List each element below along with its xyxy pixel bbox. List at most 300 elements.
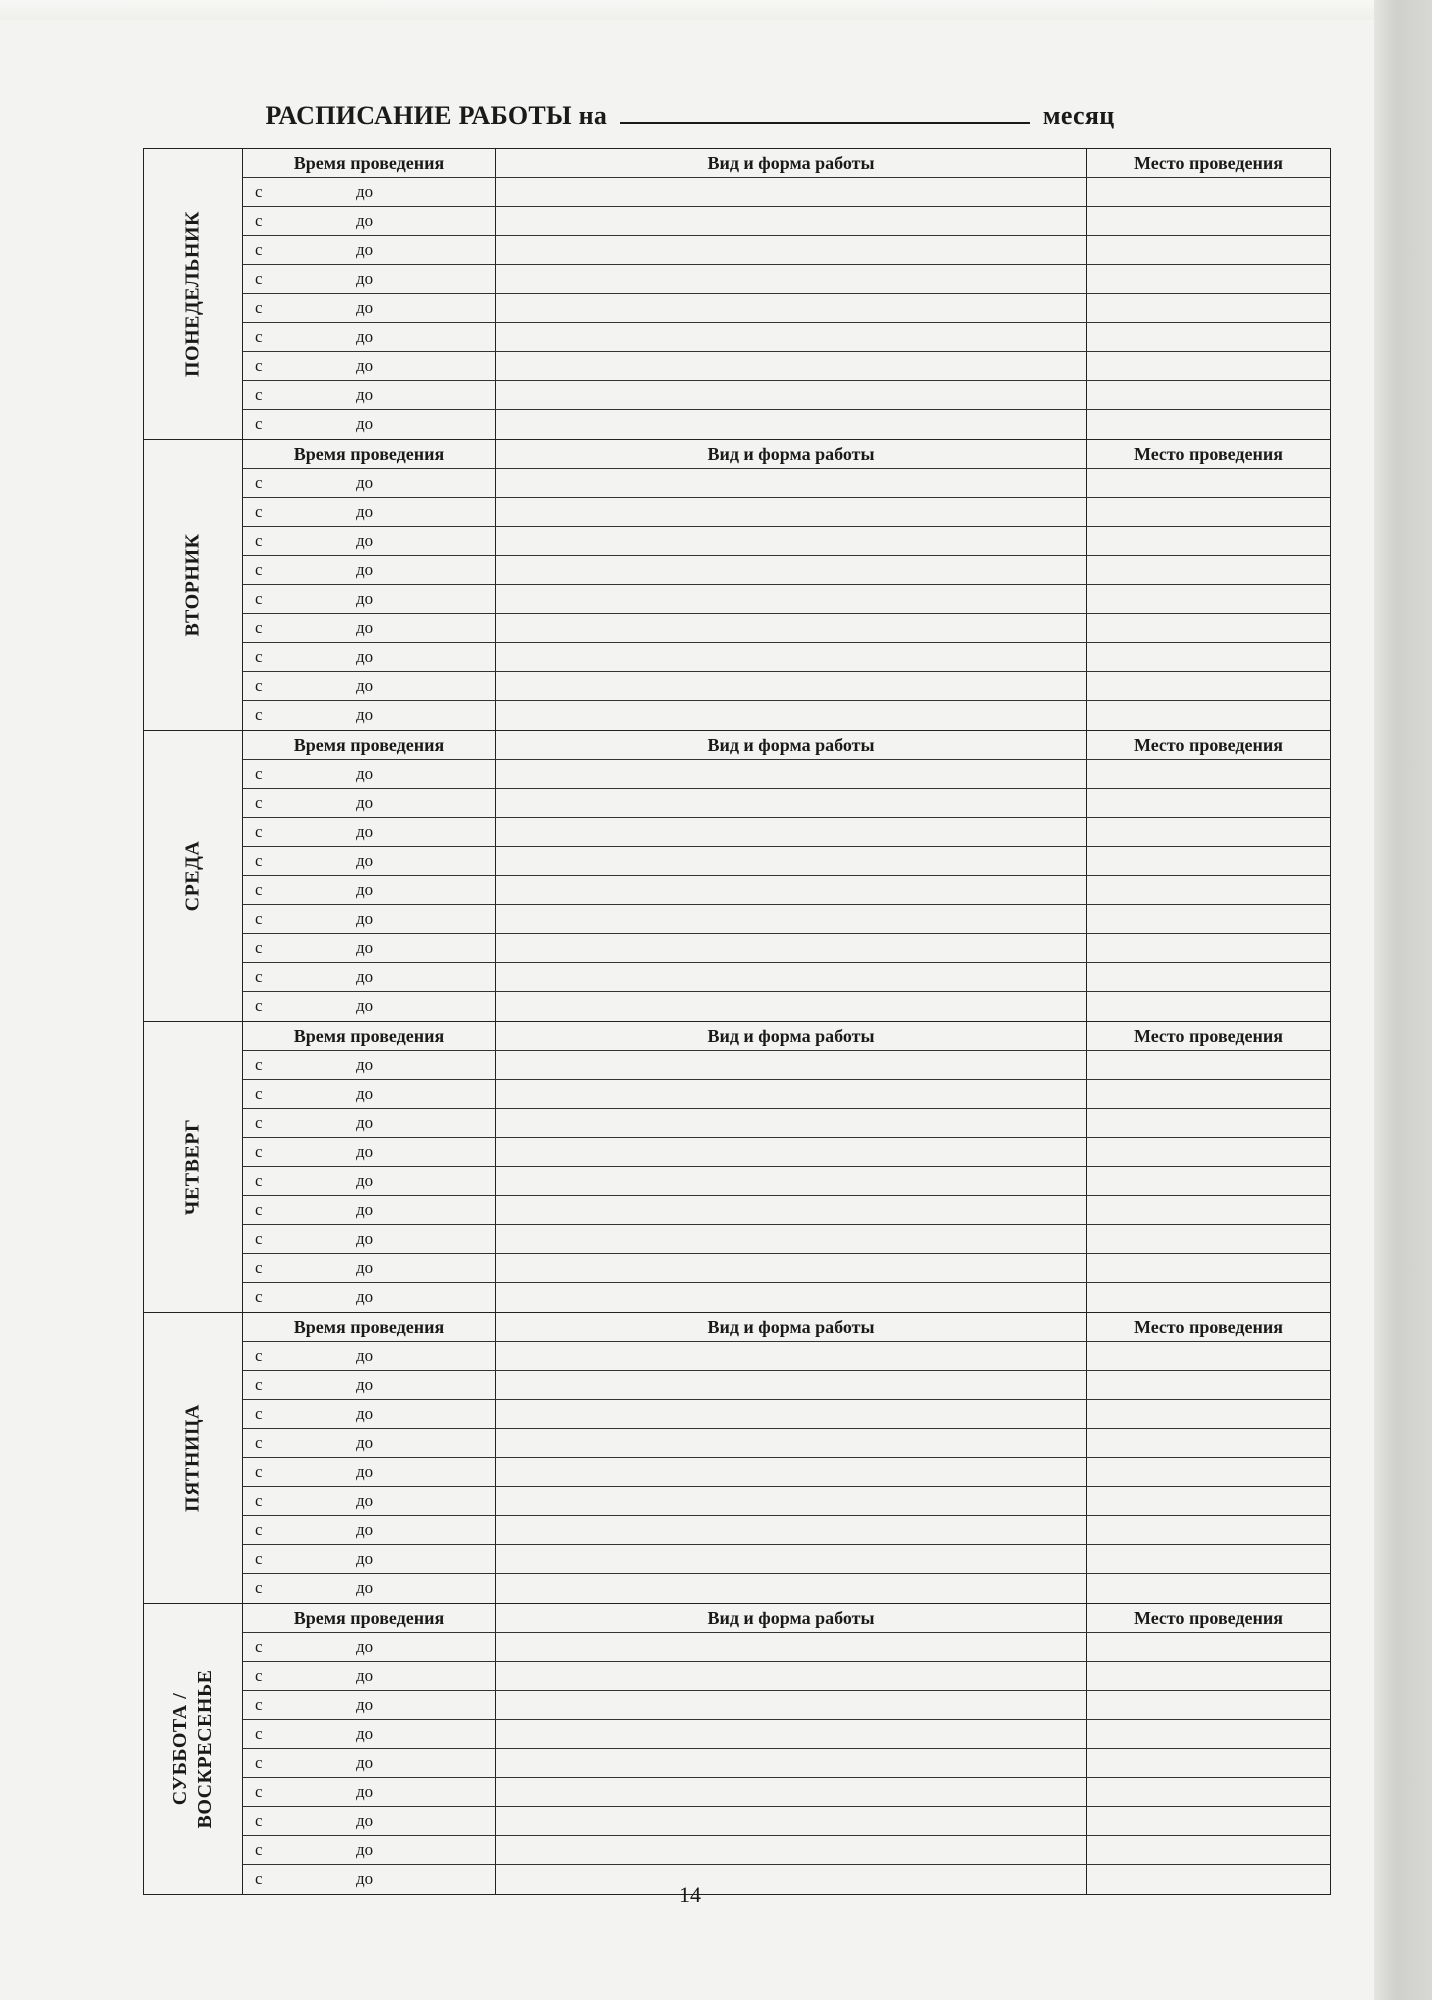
place-cell[interactable] xyxy=(1087,614,1330,642)
kind-cell[interactable] xyxy=(496,963,1087,991)
time-cell[interactable] xyxy=(243,1778,496,1806)
place-cell[interactable] xyxy=(1087,818,1330,846)
table-row xyxy=(243,789,1330,818)
place-cell[interactable] xyxy=(1087,1516,1330,1544)
place-cell[interactable] xyxy=(1087,1807,1330,1835)
from-label: с xyxy=(255,851,263,870)
place-cell[interactable] xyxy=(1087,1574,1330,1603)
to-label: до xyxy=(356,1520,374,1539)
kind-cell[interactable] xyxy=(496,294,1087,322)
time-cell[interactable] xyxy=(243,556,496,584)
from-label: с xyxy=(255,1229,263,1248)
to-label: до xyxy=(356,560,374,579)
table-row xyxy=(243,905,1330,934)
place-cell[interactable] xyxy=(1087,1458,1330,1486)
day-grid xyxy=(243,731,1330,1021)
time-cell[interactable] xyxy=(243,1080,496,1108)
kind-cell[interactable] xyxy=(496,847,1087,875)
kind-cell[interactable] xyxy=(496,818,1087,846)
header-kind: Вид и форма работы xyxy=(496,149,1087,177)
from-label: с xyxy=(255,502,263,521)
time-cell[interactable] xyxy=(243,760,496,788)
time-cell[interactable] xyxy=(243,1283,496,1312)
from-label: с xyxy=(255,1346,263,1365)
from-label: с xyxy=(255,1520,263,1539)
time-cell[interactable] xyxy=(243,1662,496,1690)
day-name: ПЯТНИЦА xyxy=(181,1404,204,1512)
from-label: с xyxy=(255,589,263,608)
time-cell[interactable] xyxy=(243,1545,496,1573)
table-row xyxy=(243,381,1330,410)
time-cell[interactable] xyxy=(243,1051,496,1079)
place-cell[interactable] xyxy=(1087,992,1330,1021)
time-cell[interactable] xyxy=(243,1342,496,1370)
time-cell[interactable] xyxy=(243,236,496,264)
kind-cell[interactable] xyxy=(496,1429,1087,1457)
kind-cell[interactable] xyxy=(496,1371,1087,1399)
day-label-cell xyxy=(144,731,243,1021)
kind-cell[interactable] xyxy=(496,410,1087,439)
table-row xyxy=(243,1283,1330,1312)
kind-cell[interactable] xyxy=(496,236,1087,264)
place-cell[interactable] xyxy=(1087,236,1330,264)
kind-cell[interactable] xyxy=(496,527,1087,555)
table-row xyxy=(243,760,1330,789)
to-label: до xyxy=(356,211,374,230)
kind-cell[interactable] xyxy=(496,1749,1087,1777)
kind-cell[interactable] xyxy=(496,585,1087,613)
header-place: Место проведения xyxy=(1133,1317,1284,1337)
header-place: Место проведения xyxy=(1133,1608,1284,1628)
table-row xyxy=(243,1138,1330,1167)
place-cell[interactable] xyxy=(1087,1051,1330,1079)
header-row xyxy=(243,1313,1330,1342)
table-row xyxy=(243,556,1330,585)
table-row xyxy=(243,1720,1330,1749)
place-cell[interactable] xyxy=(1087,1196,1330,1224)
from-label: с xyxy=(255,1142,263,1161)
header-row xyxy=(243,731,1330,760)
kind-cell[interactable] xyxy=(496,1080,1087,1108)
time-cell[interactable] xyxy=(243,265,496,293)
place-cell[interactable] xyxy=(1087,905,1330,933)
from-label: с xyxy=(255,1782,263,1801)
from-label: с xyxy=(255,531,263,550)
day-name: СУББОТА / ВОСКРЕСЕНЬЕ xyxy=(169,1669,216,1829)
to-label: до xyxy=(356,1724,374,1743)
kind-cell[interactable] xyxy=(496,1574,1087,1603)
place-cell[interactable] xyxy=(1087,1254,1330,1282)
time-cell[interactable] xyxy=(243,643,496,671)
kind-cell[interactable] xyxy=(496,352,1087,380)
table-row xyxy=(243,498,1330,527)
table-row xyxy=(243,1371,1330,1400)
scan-shadow-top xyxy=(0,0,1432,20)
from-label: с xyxy=(255,647,263,666)
kind-cell[interactable] xyxy=(496,1283,1087,1312)
to-label: до xyxy=(356,531,374,550)
kind-cell[interactable] xyxy=(496,905,1087,933)
table-row xyxy=(243,585,1330,614)
place-cell[interactable] xyxy=(1087,789,1330,817)
time-cell[interactable] xyxy=(243,498,496,526)
from-label: с xyxy=(255,385,263,404)
table-row xyxy=(243,236,1330,265)
time-cell[interactable] xyxy=(243,527,496,555)
place-cell[interactable] xyxy=(1087,847,1330,875)
time-cell[interactable] xyxy=(243,876,496,904)
place-cell[interactable] xyxy=(1087,352,1330,380)
header-row xyxy=(243,149,1330,178)
kind-cell[interactable] xyxy=(496,992,1087,1021)
to-label: до xyxy=(356,1113,374,1132)
from-label: с xyxy=(255,1113,263,1132)
time-cell[interactable] xyxy=(243,1371,496,1399)
scan-shadow-edge xyxy=(1374,0,1432,2000)
place-cell[interactable] xyxy=(1087,1487,1330,1515)
to-label: до xyxy=(356,1695,374,1714)
kind-cell[interactable] xyxy=(496,1254,1087,1282)
from-label: с xyxy=(255,356,263,375)
from-label: с xyxy=(255,1637,263,1656)
place-cell[interactable] xyxy=(1087,556,1330,584)
from-label: с xyxy=(255,764,263,783)
from-label: с xyxy=(255,327,263,346)
kind-cell[interactable] xyxy=(496,265,1087,293)
place-cell[interactable] xyxy=(1087,1836,1330,1864)
from-label: с xyxy=(255,298,263,317)
place-cell[interactable] xyxy=(1087,1109,1330,1137)
from-label: с xyxy=(255,1724,263,1743)
place-cell[interactable] xyxy=(1087,1749,1330,1777)
place-cell[interactable] xyxy=(1087,294,1330,322)
to-label: до xyxy=(356,1142,374,1161)
table-row xyxy=(243,323,1330,352)
time-cell[interactable] xyxy=(243,1400,496,1428)
table-row xyxy=(243,1807,1330,1836)
table-row xyxy=(243,1836,1330,1865)
kind-cell[interactable] xyxy=(496,1516,1087,1544)
kind-cell[interactable] xyxy=(496,1196,1087,1224)
kind-cell[interactable] xyxy=(496,178,1087,206)
time-cell[interactable] xyxy=(243,905,496,933)
from-label: с xyxy=(255,1375,263,1394)
kind-cell[interactable] xyxy=(496,789,1087,817)
place-cell[interactable] xyxy=(1087,1342,1330,1370)
place-cell[interactable] xyxy=(1087,1691,1330,1719)
to-label: до xyxy=(356,1753,374,1772)
to-label: до xyxy=(356,1229,374,1248)
from-label: с xyxy=(255,618,263,637)
kind-cell[interactable] xyxy=(496,469,1087,497)
from-label: с xyxy=(255,211,263,230)
kind-cell[interactable] xyxy=(496,1225,1087,1253)
day-name: ВТОРНИК xyxy=(181,533,204,637)
table-row xyxy=(243,1400,1330,1429)
header-kind: Вид и форма работы xyxy=(496,440,1087,468)
header-kind: Вид и форма работы xyxy=(496,731,1087,759)
from-label: с xyxy=(255,560,263,579)
time-cell[interactable] xyxy=(243,294,496,322)
from-label: с xyxy=(255,1753,263,1772)
kind-cell[interactable] xyxy=(496,1807,1087,1835)
from-label: с xyxy=(255,414,263,433)
table-row xyxy=(243,1778,1330,1807)
time-cell[interactable] xyxy=(243,1167,496,1195)
time-cell[interactable] xyxy=(243,1807,496,1835)
time-cell[interactable] xyxy=(243,614,496,642)
time-cell[interactable] xyxy=(243,1516,496,1544)
kind-cell[interactable] xyxy=(496,760,1087,788)
to-label: до xyxy=(356,1637,374,1656)
to-label: до xyxy=(356,1666,374,1685)
header-place: Место проведения xyxy=(1133,1026,1284,1046)
kind-cell[interactable] xyxy=(496,1342,1087,1370)
table-row xyxy=(243,352,1330,381)
table-row xyxy=(243,1225,1330,1254)
day-grid xyxy=(243,440,1330,730)
table-row xyxy=(243,1196,1330,1225)
day-grid xyxy=(243,1604,1330,1894)
header-time: Время проведения xyxy=(243,1022,496,1050)
from-label: с xyxy=(255,1578,263,1597)
time-cell[interactable] xyxy=(243,1487,496,1515)
kind-cell[interactable] xyxy=(496,323,1087,351)
table-row xyxy=(243,1109,1330,1138)
to-label: до xyxy=(356,1375,374,1394)
place-cell[interactable] xyxy=(1087,672,1330,700)
kind-cell[interactable] xyxy=(496,614,1087,642)
time-cell[interactable] xyxy=(243,1633,496,1661)
place-cell[interactable] xyxy=(1087,178,1330,206)
to-label: до xyxy=(356,414,374,433)
kind-cell[interactable] xyxy=(496,643,1087,671)
place-cell[interactable] xyxy=(1087,1138,1330,1166)
to-label: до xyxy=(356,1084,374,1103)
time-cell[interactable] xyxy=(243,1749,496,1777)
from-label: с xyxy=(255,1840,263,1859)
to-label: до xyxy=(356,1055,374,1074)
kind-cell[interactable] xyxy=(496,1720,1087,1748)
from-label: с xyxy=(255,1462,263,1481)
place-cell[interactable] xyxy=(1087,701,1330,730)
to-label: до xyxy=(356,647,374,666)
kind-cell[interactable] xyxy=(496,498,1087,526)
from-label: с xyxy=(255,793,263,812)
time-cell[interactable] xyxy=(243,207,496,235)
place-cell[interactable] xyxy=(1087,1225,1330,1253)
table-row xyxy=(243,643,1330,672)
to-label: до xyxy=(356,764,374,783)
place-cell[interactable] xyxy=(1087,498,1330,526)
to-label: до xyxy=(356,1287,374,1306)
to-label: до xyxy=(356,1171,374,1190)
kind-cell[interactable] xyxy=(496,1662,1087,1690)
day-block xyxy=(144,149,1330,440)
from-label: с xyxy=(255,1491,263,1510)
from-label: с xyxy=(255,1666,263,1685)
time-cell[interactable] xyxy=(243,469,496,497)
kind-cell[interactable] xyxy=(496,1778,1087,1806)
time-cell[interactable] xyxy=(243,1196,496,1224)
day-grid xyxy=(243,1313,1330,1603)
header-kind: Вид и форма работы xyxy=(496,1313,1087,1341)
time-cell[interactable] xyxy=(243,352,496,380)
time-cell[interactable] xyxy=(243,1458,496,1486)
kind-cell[interactable] xyxy=(496,672,1087,700)
place-cell[interactable] xyxy=(1087,469,1330,497)
kind-cell[interactable] xyxy=(496,876,1087,904)
day-label-cell xyxy=(144,1604,243,1894)
to-label: до xyxy=(356,880,374,899)
place-cell[interactable] xyxy=(1087,1633,1330,1661)
table-row xyxy=(243,1662,1330,1691)
time-cell[interactable] xyxy=(243,701,496,730)
time-cell[interactable] xyxy=(243,672,496,700)
from-label: с xyxy=(255,1258,263,1277)
time-cell[interactable] xyxy=(243,1720,496,1748)
kind-cell[interactable] xyxy=(496,1167,1087,1195)
place-cell[interactable] xyxy=(1087,1662,1330,1690)
time-cell[interactable] xyxy=(243,410,496,439)
kind-cell[interactable] xyxy=(496,1633,1087,1661)
place-cell[interactable] xyxy=(1087,1400,1330,1428)
kind-cell[interactable] xyxy=(496,1138,1087,1166)
place-cell[interactable] xyxy=(1087,1545,1330,1573)
place-cell[interactable] xyxy=(1087,265,1330,293)
table-row xyxy=(243,178,1330,207)
kind-cell[interactable] xyxy=(496,934,1087,962)
table-row xyxy=(243,265,1330,294)
time-cell[interactable] xyxy=(243,585,496,613)
from-label: с xyxy=(255,1433,263,1452)
time-cell[interactable] xyxy=(243,934,496,962)
from-label: с xyxy=(255,182,263,201)
place-cell[interactable] xyxy=(1087,1720,1330,1748)
time-cell[interactable] xyxy=(243,381,496,409)
place-cell[interactable] xyxy=(1087,1283,1330,1312)
time-cell[interactable] xyxy=(243,1836,496,1864)
place-cell[interactable] xyxy=(1087,876,1330,904)
place-cell[interactable] xyxy=(1087,1080,1330,1108)
table-row xyxy=(243,934,1330,963)
table-row xyxy=(243,847,1330,876)
day-label-cell xyxy=(144,440,243,730)
time-cell[interactable] xyxy=(243,1429,496,1457)
kind-cell[interactable] xyxy=(496,1545,1087,1573)
from-label: с xyxy=(255,240,263,259)
table-row xyxy=(243,469,1330,498)
header-kind: Вид и форма работы xyxy=(496,1604,1087,1632)
time-cell[interactable] xyxy=(243,1109,496,1137)
time-cell[interactable] xyxy=(243,1254,496,1282)
place-cell[interactable] xyxy=(1087,1429,1330,1457)
day-name: ПОНЕДЕЛЬНИК xyxy=(181,210,204,378)
page-title xyxy=(0,100,1380,131)
time-cell[interactable] xyxy=(243,1691,496,1719)
from-label: с xyxy=(255,996,263,1015)
kind-cell[interactable] xyxy=(496,1691,1087,1719)
to-label: до xyxy=(356,1840,374,1859)
to-label: до xyxy=(356,269,374,288)
to-label: до xyxy=(356,589,374,608)
place-cell[interactable] xyxy=(1087,963,1330,991)
time-cell[interactable] xyxy=(243,847,496,875)
kind-cell[interactable] xyxy=(496,1109,1087,1137)
table-row xyxy=(243,1691,1330,1720)
day-block xyxy=(144,1022,1330,1313)
place-cell[interactable] xyxy=(1087,643,1330,671)
to-label: до xyxy=(356,356,374,375)
table-row xyxy=(243,1429,1330,1458)
time-cell[interactable] xyxy=(243,1574,496,1603)
place-cell[interactable] xyxy=(1087,585,1330,613)
from-label: с xyxy=(255,1084,263,1103)
table-row xyxy=(243,1545,1330,1574)
time-cell[interactable] xyxy=(243,818,496,846)
place-cell[interactable] xyxy=(1087,1371,1330,1399)
kind-cell[interactable] xyxy=(496,381,1087,409)
time-cell[interactable] xyxy=(243,992,496,1021)
place-cell[interactable] xyxy=(1087,1778,1330,1806)
time-cell[interactable] xyxy=(243,323,496,351)
table-row xyxy=(243,1574,1330,1603)
table-row xyxy=(243,527,1330,556)
kind-cell[interactable] xyxy=(496,1400,1087,1428)
month-blank-line xyxy=(620,100,1030,124)
kind-cell[interactable] xyxy=(496,1836,1087,1864)
page-number: 14 xyxy=(679,1882,701,1907)
place-cell[interactable] xyxy=(1087,527,1330,555)
to-label: до xyxy=(356,1462,374,1481)
day-label-cell xyxy=(144,149,243,439)
kind-cell[interactable] xyxy=(496,1051,1087,1079)
time-cell[interactable] xyxy=(243,1138,496,1166)
place-cell[interactable] xyxy=(1087,1167,1330,1195)
kind-cell[interactable] xyxy=(496,556,1087,584)
from-label: с xyxy=(255,880,263,899)
from-label: с xyxy=(255,967,263,986)
table-row xyxy=(243,207,1330,236)
kind-cell[interactable] xyxy=(496,1458,1087,1486)
to-label: до xyxy=(356,1433,374,1452)
to-label: до xyxy=(356,1346,374,1365)
table-row xyxy=(243,1749,1330,1778)
kind-cell[interactable] xyxy=(496,207,1087,235)
place-cell[interactable] xyxy=(1087,934,1330,962)
place-cell[interactable] xyxy=(1087,207,1330,235)
time-cell[interactable] xyxy=(243,178,496,206)
place-cell[interactable] xyxy=(1087,760,1330,788)
kind-cell[interactable] xyxy=(496,701,1087,730)
table-row xyxy=(243,963,1330,992)
to-label: до xyxy=(356,705,374,724)
to-label: до xyxy=(356,473,374,492)
table-row xyxy=(243,818,1330,847)
time-cell[interactable] xyxy=(243,1225,496,1253)
from-label: с xyxy=(255,269,263,288)
time-cell[interactable] xyxy=(243,789,496,817)
from-label: с xyxy=(255,705,263,724)
time-cell[interactable] xyxy=(243,963,496,991)
kind-cell[interactable] xyxy=(496,1487,1087,1515)
place-cell[interactable] xyxy=(1087,323,1330,351)
place-cell[interactable] xyxy=(1087,410,1330,439)
place-cell[interactable] xyxy=(1087,381,1330,409)
header-time: Время проведения xyxy=(243,731,496,759)
to-label: до xyxy=(356,1404,374,1423)
header-row xyxy=(243,1022,1330,1051)
